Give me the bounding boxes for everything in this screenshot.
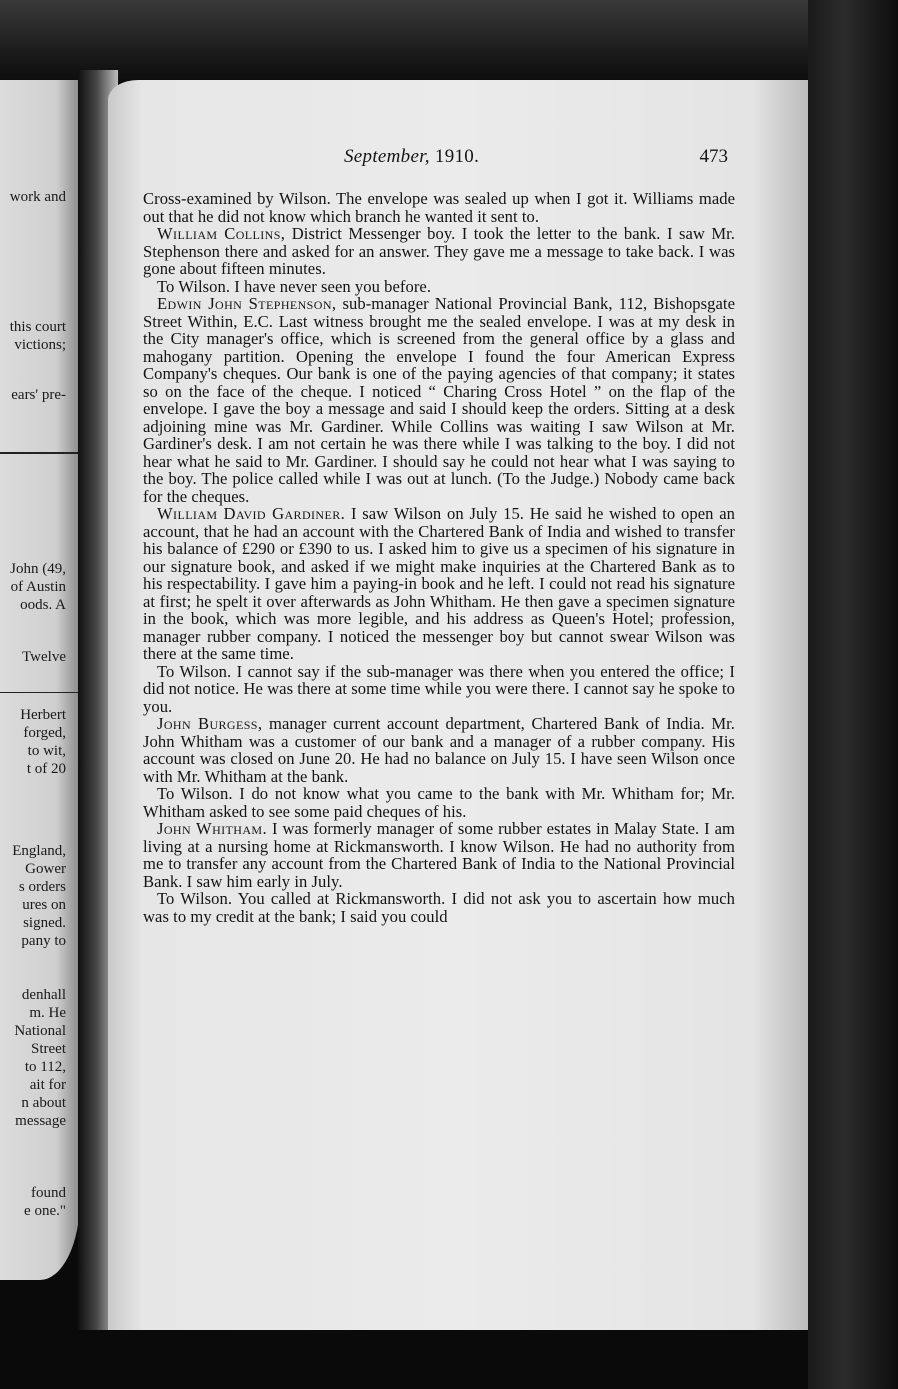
witness-name: John Whitham. (157, 819, 268, 838)
left-fragment: John (49, (10, 561, 66, 577)
witness-name: William Collins, (157, 224, 286, 243)
left-fragment: ures on (22, 897, 66, 913)
left-fragment: t of 20 (26, 761, 66, 777)
paragraph-text: To Wilson. You called at Rickmansworth. I did not ask you to ascertain how much was to my credit at the bank; I said you could (143, 889, 735, 926)
left-fragment: Herbert (20, 707, 66, 723)
paragraph-text: I saw Wilson on July 15. He said he wished to open an account, that he had an account with the Chartered Bank of India and wished to transfer his balance of £290 or £390 to us. I asked him to give us a specimen of his signature in our signature book, and asked if we might make inquiries at the Chartered Bank as to his respectability. I gave him a paying-in book and he left. I could not read his signature at first; he spelt it over afterwards as John Whitham. He then gave a specimen signature in the book, which was more legible, and his address as Queen's Hotel; profession, manager rubber company. I noticed the messenger boy but cannot swear Wilson was there at the same time. (143, 504, 735, 663)
paragraph (143, 890, 735, 925)
running-head-year: 1910. (434, 146, 480, 167)
left-fragment: n about (21, 1095, 66, 1111)
running-head (108, 146, 728, 172)
left-fragment: Street (31, 1041, 66, 1057)
page-text (143, 190, 735, 925)
left-fragment: Twelve (22, 649, 66, 665)
witness-name: Edwin John Stephenson, (157, 294, 337, 313)
paragraph-text: manager current account department, Chartered Bank of India. Mr. John Whitham was a customer of our bank and a manager of a rubber company. His account was closed on June 20. He had no balance on July 15. I have seen Wilson once with Mr. Whitham at the bank. (143, 714, 735, 786)
paragraph-text: To Wilson. I cannot say if the sub-manager was there when you entered the office; I did not notice. He was there at some time while you were there. I cannot say he spoke to you. (143, 661, 735, 716)
left-fragment: ait for (29, 1077, 66, 1093)
left-fragment: to 112, (24, 1059, 66, 1075)
left-fragment: found (31, 1185, 66, 1201)
left-rule (0, 692, 80, 693)
left-fragment: e one." (24, 1203, 66, 1219)
witness-name: John Burgess, (157, 714, 263, 733)
paragraph (143, 278, 735, 296)
left-fragment: denhall (21, 987, 66, 1003)
paragraph (143, 820, 735, 890)
left-fragment: work and (9, 189, 66, 205)
paragraph (143, 715, 735, 785)
running-head-month: September, (344, 146, 430, 167)
paragraph (143, 663, 735, 716)
paragraph-text: District Messenger boy. I took the letter to the bank. I saw Mr. Stephenson there and asked for an answer. They gave me a message to take back. I was gone about fifteen minutes. (143, 224, 736, 278)
paragraph (143, 225, 735, 278)
left-fragment: message (15, 1113, 66, 1129)
book-surround-right (808, 0, 898, 1389)
left-fragment: pany to (21, 933, 66, 949)
left-fragment: Gower (25, 861, 66, 877)
paragraph (143, 190, 735, 225)
left-fragment: ears' pre- (11, 387, 66, 403)
paragraph-text: Cross-examined by Wilson. The envelope was sealed up when I got it. Williams made out that he did not know which branch he wanted it sent to. (143, 189, 735, 226)
left-fragment: this court (9, 319, 66, 335)
book-surround-top (0, 0, 898, 90)
left-fragment: to wit, (27, 743, 66, 759)
paragraph-text: I was formerly manager of some rubber estates in Malay State. I am living at a nursing home at Rickmansworth. I know Wilson. He had no authority from me to transfer any account from the Chartered Bank of India to the National Provincial Bank. I saw him early in July. (143, 819, 735, 891)
previous-page-edge (0, 80, 80, 1280)
left-fragment: England, (12, 843, 66, 859)
paragraph (143, 785, 735, 820)
page-number: 473 (699, 146, 728, 167)
left-fragment: s orders (18, 879, 66, 895)
left-fragment: signed. (23, 915, 66, 931)
left-fragment: of Austin (10, 579, 66, 595)
left-fragment: forged, (23, 725, 66, 741)
paragraph-text: To Wilson. I have never seen you before. (157, 276, 432, 296)
running-head-date (344, 146, 479, 168)
left-fragment: victions; (14, 337, 66, 353)
left-fragment: m. He (29, 1005, 66, 1021)
witness-name: William David Gardiner. (157, 504, 346, 523)
paragraph (143, 505, 735, 663)
left-fragment: National (14, 1023, 66, 1039)
paragraph (143, 295, 735, 505)
left-fragment: oods. A (20, 597, 66, 613)
paragraph-text: To Wilson. I do not know what you came to the bank with Mr. Whitham for; Mr. Whitham asked to see some paid cheques of his. (143, 784, 735, 821)
left-rule (0, 452, 80, 454)
paragraph-text: sub-manager National Provincial Bank, 112, Bishopsgate Street Within, E.C. Last witness brought me the sealed envelope. I was at my desk in the City manager's office, which is screened from the general office by a glass and mahogany partition. Opening the envelope I found the four American Express Company's cheques. Our bank is one of the paying agencies of that company; it states so on the face of the cheque. I noticed “ Charing Cross Hotel ” on the flap of the envelope. I gave the boy a message and said I should keep the orders. Sitting at a desk adjoining mine was Mr. Gardiner. While Collins was waiting I saw Wilson at Mr. Gardiner's desk. I am not certain he was there while I was talking to the boy. I did not hear what he said to Mr. Gardiner. I should say he could not hear what I was saying to the boy. The police called while I was out at lunch. (To the Judge.) Nobody came back for the cheques. (143, 294, 735, 506)
